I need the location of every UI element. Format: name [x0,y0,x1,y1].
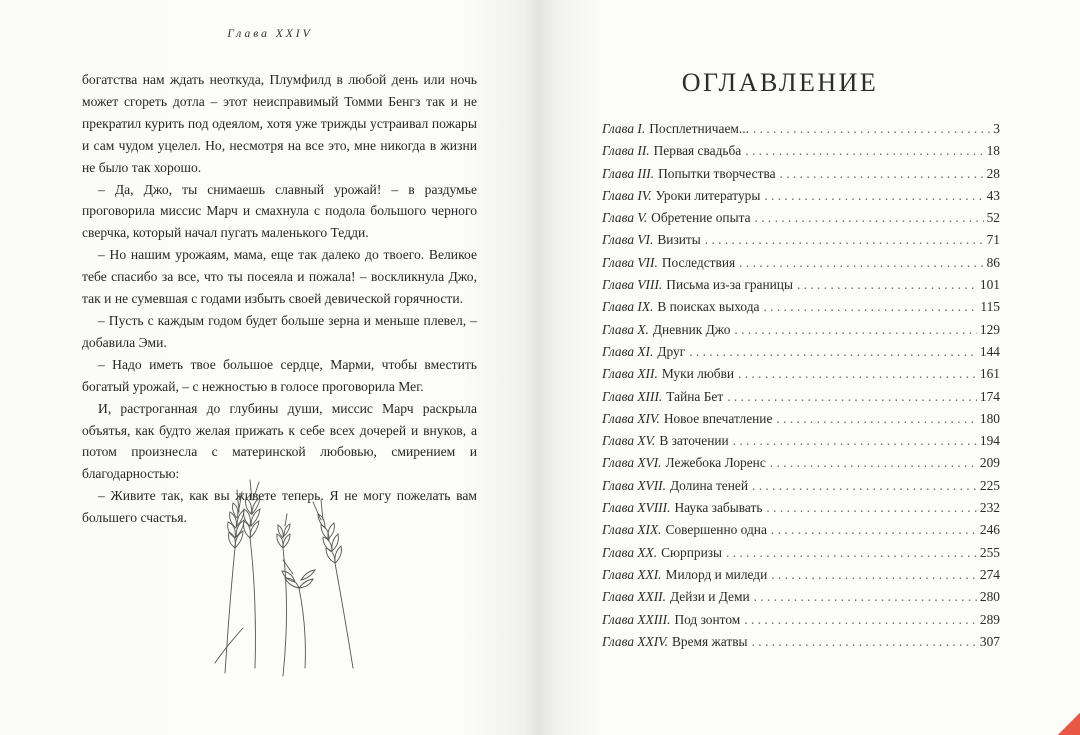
body-text [82,69,477,529]
paragraph: – Но нашим урожаям, мама, еще так далеко до твоего. Великое тебе спасибо за все, что ты посеяла и пожала! – воскликнула Джо, так и не сумевшая с годами избыть своей девической горячности. [82,247,477,307]
toc-chapter-title: Наука забывать [674,500,763,516]
toc-entry[interactable] [602,121,1000,143]
toc-leader-dots [705,232,984,248]
toc-leader-dots [754,589,977,605]
paragraph: И, растроганная до глубины души, миссис Марч раскрыла объятья, как будто желая прижать к себе всех дочерей и внуков, а потом произнесла с материнской любовью, смирением и благодарностью: [82,400,477,482]
toc-chapter-title: Время жатвы [671,633,748,649]
toc-chapter-number: Глава V. [602,210,648,226]
toc-entry[interactable] [602,210,1000,232]
toc-entry[interactable] [602,322,1000,344]
toc-leader-dots [770,455,977,471]
toc-chapter-number: Глава XX. [602,544,658,560]
toc-leader-dots [764,188,983,204]
toc-leader-dots [766,500,976,516]
toc-chapter-title: Уроки литературы [655,187,761,203]
wheat-ear-icon [282,560,315,588]
toc-page-number: 246 [979,522,1000,538]
toc-entry[interactable] [602,478,1000,500]
toc-leader-dots [753,121,990,137]
toc-page-number: 43 [986,187,1000,203]
toc-page-number: 86 [986,254,1000,270]
toc-chapter-title: Друг [657,343,686,359]
toc-page-number: 161 [979,366,1000,382]
toc-leader-dots [689,344,977,360]
wheat-ear-icon [277,514,290,548]
toc-page-number: 255 [979,544,1000,560]
toc-leader-dots [752,478,977,494]
wheat-ear-icon [244,480,260,538]
toc-entry[interactable] [602,255,1000,277]
toc-entry[interactable] [602,634,1000,656]
toc-entry[interactable] [602,188,1000,210]
toc-entry[interactable] [602,567,1000,589]
table-of-contents [602,121,1000,656]
toc-leader-dots [771,522,977,538]
paragraph: богатства нам ждать неоткуда, Плумфилд в любой день или ночь может сгореть дотла – этот неисправимый Томми Бенгз так и не прекратил курить под одеялом, хотя уже трижды устраивал пожары и сам чудом уцелел. Но, несмотря на все это, мне никогда в жизни не было так хорошо. [82,72,477,175]
toc-chapter-title: Долина теней [670,477,749,493]
toc-page-number: 307 [979,633,1000,649]
toc-chapter-number: Глава VII. [602,254,658,270]
toc-chapter-number: Глава II. [602,143,650,159]
toc-entry[interactable] [602,166,1000,188]
toc-chapter-number: Глава III. [602,165,655,181]
toc-chapter-title: Последствия [661,254,736,270]
toc-page-number: 129 [979,321,1000,337]
toc-leader-dots [763,299,977,315]
toc-page-number: 280 [979,589,1000,605]
toc-leader-dots [744,612,977,628]
toc-page-number: 52 [986,210,1000,226]
paragraph: – Да, Джо, ты снимаешь славный урожай! – в раздумье проговорила миссис Марч и смахнула с подола большого черного сверчка, который начал пугать маленького Тедди. [82,181,477,241]
toc-entry[interactable] [602,277,1000,299]
toc-page-number: 144 [979,343,1000,359]
toc-chapter-title: Дневник Джо [652,321,731,337]
toc-chapter-title: Попытки творчества [658,165,776,181]
toc-page-number: 71 [986,232,1000,248]
toc-page-number: 289 [979,611,1000,627]
toc-leader-dots [733,433,977,449]
toc-chapter-title: Сюрпризы [661,544,723,560]
toc-chapter-number: Глава IV. [602,187,652,203]
toc-chapter-title: Обретение опыта [651,210,751,226]
toc-page-number: 3 [993,121,1000,136]
toc-leader-dots [738,366,977,382]
toc-chapter-number: Глава XIII. [602,388,663,404]
toc-chapter-title: Первая свадьба [653,143,742,159]
toc-page-number: 115 [980,299,1000,315]
toc-page-number: 194 [979,433,1000,449]
toc-chapter-title: Милорд и миледи [665,566,768,582]
toc-leader-dots [734,322,977,338]
toc-entry[interactable] [602,500,1000,522]
toc-entry[interactable] [602,455,1000,477]
toc-chapter-title: Визиты [657,232,701,248]
toc-chapter-title: Дейзи и Деми [670,589,750,605]
toc-chapter-number: Глава XIX. [602,522,662,538]
toc-page-number: 225 [979,477,1000,493]
toc-entry[interactable] [602,522,1000,544]
toc-chapter-title: Тайна Бет [666,388,724,404]
toc-leader-dots [739,255,983,271]
toc-entry[interactable] [602,589,1000,611]
running-head: Глава XXIV [227,28,313,40]
toc-chapter-title: Посплетничаем... [649,121,749,136]
toc-chapter-title: Муки любви [661,366,735,382]
toc-page-number: 180 [979,410,1000,426]
toc-chapter-number: Глава VIII. [602,277,663,293]
toc-chapter-number: Глава XXII. [602,589,666,605]
toc-page-number: 101 [979,277,1000,293]
toc-entry[interactable] [602,344,1000,366]
toc-chapter-title: Новое впечатление [663,410,773,426]
toc-entry[interactable] [602,366,1000,388]
toc-chapter-title: В поисках выхода [657,299,760,315]
toc-chapter-number: Глава XVII. [602,477,666,493]
toc-chapter-number: Глава X. [602,321,649,337]
toc-chapter-title: Лежебока Лоренс [665,455,766,471]
toc-chapter-number: Глава XXIV. [602,633,668,649]
toc-leader-dots [745,143,983,159]
paragraph: – Живите так, как вы живете теперь. Я не могу пожелать вам большего счастья. [82,488,477,526]
toc-chapter-number: Глава XIV. [602,410,660,426]
toc-chapter-number: Глава XVI. [602,455,662,471]
toc-chapter-number: Глава IX. [602,299,654,315]
toc-leader-dots [776,411,976,427]
toc-chapter-number: Глава XI. [602,343,654,359]
toc-chapter-number: Глава XVIII. [602,500,671,516]
toc-chapter-title: Совершенно одна [665,522,767,538]
toc-entry[interactable] [602,411,1000,433]
toc-page-number: 28 [986,165,1000,181]
toc-leader-dots [780,166,984,182]
corner-fold-mark [1058,713,1080,735]
toc-chapter-number: Глава XII. [602,366,658,382]
toc-leader-dots [755,210,984,226]
paragraph: – Надо иметь твое большое сердце, Марми, чтобы вместить богатый урожай, – с нежностью в голосе проговорила Мег. [82,356,477,394]
wheat-ear-icon [228,490,244,548]
toc-entry[interactable] [602,612,1000,634]
toc-chapter-number: Глава XV. [602,433,656,449]
toc-entry[interactable] [602,545,1000,567]
toc-page-number: 274 [979,566,1000,582]
toc-entry[interactable] [602,299,1000,321]
toc-chapter-title: Письма из-за границы [666,277,793,293]
toc-chapter-number: Глава I. [602,121,646,136]
toc-entry[interactable] [602,433,1000,455]
toc-leader-dots [771,567,977,583]
toc-title: ОГЛАВЛЕНИЕ [681,68,879,97]
toc-entry[interactable] [602,232,1000,254]
toc-page-number: 232 [979,500,1000,516]
toc-chapter-number: Глава VI. [602,232,654,248]
toc-chapter-title: Под зонтом [674,611,741,627]
toc-leader-dots [727,389,977,405]
toc-page-number: 18 [986,143,1000,159]
toc-entry[interactable] [602,389,1000,411]
wheat-illustration [195,478,375,678]
toc-page-number: 174 [979,388,1000,404]
toc-page-number: 209 [979,455,1000,471]
toc-chapter-number: Глава XXIII. [602,611,671,627]
wheat-ear-icon [313,500,341,563]
toc-leader-dots [797,277,977,293]
toc-chapter-title: В заточении [659,433,729,449]
toc-chapter-number: Глава XXI. [602,566,662,582]
toc-entry[interactable] [602,143,1000,165]
paragraph: – Пусть с каждым годом будет больше зерна и меньше плевел, – добавила Эми. [82,312,477,350]
toc-leader-dots [752,634,977,650]
toc-leader-dots [726,545,977,561]
